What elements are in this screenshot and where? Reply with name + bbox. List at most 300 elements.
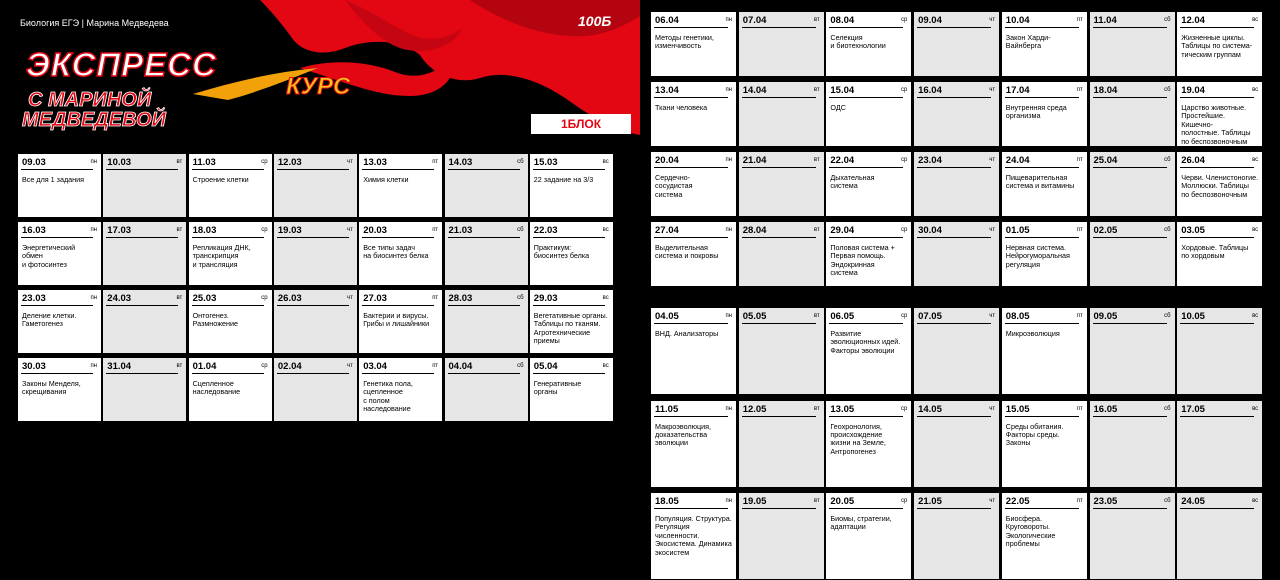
day-cell <box>913 400 1000 488</box>
weekday-label: чт <box>989 405 996 412</box>
day-date: 02.04 <box>277 361 302 372</box>
weekday-label: сб <box>1164 17 1171 23</box>
date-underline <box>1093 508 1167 509</box>
weekday-label: ср <box>261 227 268 233</box>
date-underline <box>742 167 816 168</box>
weekday-label: вс <box>1252 313 1259 319</box>
day-topic: Развитие эволюционных идей. Факторы эволюции <box>830 329 901 355</box>
day-topic: Химия клетки <box>363 175 409 184</box>
day-cell <box>17 221 102 286</box>
day-date: 10.05 <box>1181 311 1205 322</box>
day-topic: Практикум: биосинтез белка <box>533 243 590 261</box>
weekday-label: пн <box>725 157 732 163</box>
day-date: 20.05 <box>830 496 855 507</box>
day-topic: Популяция. Структура. Регуляция численности. Экосистема. Динамика экосистем <box>655 514 732 557</box>
weekday-label: чт <box>347 363 353 369</box>
left-page <box>0 0 640 559</box>
date-underline <box>742 27 816 28</box>
date-underline <box>1180 416 1254 417</box>
date-underline <box>917 27 991 28</box>
weekday-label: пн <box>725 405 732 412</box>
day-date: 14.04 <box>742 85 767 96</box>
weekday-label: пт <box>1076 157 1083 163</box>
course-subtitle: Биология ЕГЭ | Марина Медведева <box>20 18 169 28</box>
day-cell <box>650 400 737 488</box>
day-cell <box>102 153 187 218</box>
date-underline <box>829 27 903 28</box>
day-date: 24.03 <box>107 293 132 304</box>
day-cell <box>102 221 187 286</box>
weekday-label: пн <box>725 17 732 23</box>
day-cell <box>650 307 737 395</box>
day-topic: Законы Менделя, скрещивания <box>22 379 81 397</box>
day-date: 28.04 <box>742 225 767 236</box>
day-topic: Все типы задач на биосинтез белка <box>363 243 429 261</box>
day-cell <box>738 81 825 147</box>
weekday-label: ср <box>261 159 268 165</box>
day-topic: 22 задание на 3/3 <box>533 175 594 184</box>
day-date: 20.04 <box>655 155 679 166</box>
day-cell <box>102 289 187 354</box>
day-date: 30.03 <box>22 361 46 372</box>
day-cell <box>1089 81 1176 147</box>
weekday-label: пт <box>1076 313 1083 319</box>
day-date: 15.03 <box>533 157 558 168</box>
weekday-label: вс <box>1252 17 1259 23</box>
date-underline <box>917 237 991 238</box>
day-date: 01.05 <box>1005 225 1030 236</box>
date-underline <box>448 373 520 374</box>
date-underline <box>1180 167 1254 168</box>
logo-line1-text: С МАРИНОЙ <box>28 89 152 111</box>
day-date: 03.04 <box>363 361 387 372</box>
day-cell <box>273 289 358 354</box>
day-cell <box>1001 81 1088 147</box>
date-underline <box>1093 416 1167 417</box>
day-topic: Внутренняя среда организма <box>1005 103 1067 121</box>
day-cell <box>913 307 1000 395</box>
day-date: 15.04 <box>830 85 855 96</box>
weekday-label: пт <box>432 159 439 165</box>
day-cell <box>444 357 529 422</box>
day-date: 11.04 <box>1093 15 1117 26</box>
date-underline <box>277 373 349 374</box>
date-underline <box>1180 237 1254 238</box>
weekday-label: чт <box>989 227 996 233</box>
weekday-label: вс <box>1252 405 1259 412</box>
date-underline <box>192 373 264 374</box>
day-topic: Сцепленное наследование <box>192 379 241 397</box>
date-underline <box>362 305 434 306</box>
weekday-label: ср <box>261 363 268 369</box>
day-cell <box>825 492 912 580</box>
day-topic: Дыхательная система <box>830 173 875 191</box>
weekday-label: ср <box>901 17 908 23</box>
day-date: 17.03 <box>107 225 132 236</box>
date-underline <box>654 323 728 324</box>
weekday-label: пн <box>90 159 97 165</box>
day-cell <box>1001 221 1088 287</box>
day-topic: Половая система + Первая помощь. Эндокринная система <box>830 243 895 278</box>
weekday-label: пн <box>90 295 97 301</box>
day-cell <box>738 492 825 580</box>
day-date: 18.05 <box>655 496 679 507</box>
weekday-label: вт <box>176 363 183 369</box>
day-date: 06.04 <box>655 15 679 26</box>
day-cell <box>1176 400 1263 488</box>
weekday-label: сб <box>1164 157 1171 163</box>
day-date: 04.05 <box>655 311 679 322</box>
day-date: 28.03 <box>448 293 473 304</box>
day-cell <box>1176 307 1263 395</box>
date-underline <box>742 508 816 509</box>
day-topic: Генеративные органы <box>533 379 582 397</box>
day-date: 16.05 <box>1093 403 1118 415</box>
day-topic: Царство животные. Простейшие. Кишечно- полостные. Таблицы по беспозвоночным <box>1181 103 1251 146</box>
day-date: 14.03 <box>448 157 473 168</box>
day-date: 17.05 <box>1181 403 1205 415</box>
date-underline <box>192 169 264 170</box>
day-cell <box>825 11 912 77</box>
day-date: 20.03 <box>363 225 387 236</box>
day-cell <box>1089 221 1176 287</box>
weekday-label: пн <box>725 227 732 233</box>
date-underline <box>21 373 93 374</box>
weekday-label: сб <box>1164 227 1171 233</box>
weekday-label: пн <box>725 498 732 504</box>
day-date: 27.04 <box>655 225 679 236</box>
day-cell <box>17 153 102 218</box>
weekday-label: ср <box>901 87 908 93</box>
day-topic: Энергетический обмен и фотосинтез <box>22 243 76 269</box>
day-date: 05.04 <box>533 361 558 372</box>
date-underline <box>533 237 605 238</box>
weekday-label: вт <box>813 157 820 163</box>
day-date: 22.05 <box>1005 496 1030 507</box>
day-date: 16.03 <box>22 225 46 236</box>
weekday-label: вс <box>602 227 609 233</box>
day-date: 21.04 <box>742 155 767 166</box>
date-underline <box>654 508 728 509</box>
weekday-label: сб <box>1164 313 1171 319</box>
day-date: 22.04 <box>830 155 855 166</box>
date-underline <box>1005 27 1079 28</box>
day-cell <box>273 221 358 286</box>
date-underline <box>654 416 728 417</box>
day-cell <box>358 357 443 422</box>
day-cell <box>738 307 825 395</box>
weekday-label: пн <box>725 87 732 93</box>
weekday-label: чт <box>989 157 996 163</box>
date-underline <box>917 416 991 417</box>
day-topic: Микроэволюция <box>1005 329 1060 338</box>
day-cell <box>650 151 737 217</box>
day-date: 17.04 <box>1005 85 1030 96</box>
weekday-label: вт <box>813 87 820 93</box>
day-topic: Методы генетики, изменчивость <box>655 33 714 51</box>
day-cell <box>1001 400 1088 488</box>
weekday-label: сб <box>1164 498 1171 504</box>
date-underline <box>1180 97 1254 98</box>
date-underline <box>1093 27 1167 28</box>
date-underline <box>917 167 991 168</box>
date-underline <box>742 237 816 238</box>
day-cell <box>1001 11 1088 77</box>
day-cell <box>1089 307 1176 395</box>
weekday-label: пт <box>432 295 439 301</box>
day-date: 09.03 <box>22 157 46 168</box>
weekday-label: сб <box>517 159 524 165</box>
weekday-label: вс <box>602 295 609 301</box>
day-cell <box>17 357 102 422</box>
day-topic: Нервная система. Нейрогуморальная регуляция <box>1005 243 1070 269</box>
date-underline <box>1005 167 1079 168</box>
date-underline <box>21 169 93 170</box>
weekday-label: вс <box>1252 227 1259 233</box>
day-cell <box>188 153 273 218</box>
day-cell <box>1176 221 1263 287</box>
day-cell <box>738 400 825 488</box>
date-underline <box>1180 27 1254 28</box>
day-topic: Биосфера. Круговороты. Экологические проблемы <box>1005 514 1056 549</box>
day-cell <box>913 11 1000 77</box>
day-date: 13.03 <box>363 157 387 168</box>
date-underline <box>917 97 991 98</box>
day-date: 18.03 <box>192 225 217 236</box>
day-cell <box>650 81 737 147</box>
day-topic: Геохронология, происхождение жизни на Земле, Антропогенез <box>830 421 886 456</box>
date-underline <box>917 323 991 324</box>
day-date: 29.04 <box>830 225 855 236</box>
day-cell <box>825 81 912 147</box>
day-cell <box>1176 151 1263 217</box>
weekday-label: вс <box>1252 498 1259 504</box>
date-underline <box>1180 508 1254 509</box>
day-cell <box>358 153 443 218</box>
date-underline <box>21 237 93 238</box>
day-cell <box>1176 11 1263 77</box>
weekday-label: сб <box>517 295 524 301</box>
weekday-label: пн <box>90 227 97 233</box>
weekday-label: вс <box>602 159 609 165</box>
weekday-label: сб <box>1164 405 1171 412</box>
weekday-label: чт <box>347 295 353 301</box>
day-cell <box>444 289 529 354</box>
day-date: 25.03 <box>192 293 217 304</box>
date-underline <box>1005 508 1079 509</box>
block-badge: 1БЛОК <box>531 114 631 134</box>
weekday-label: чт <box>989 498 996 504</box>
day-date: 27.03 <box>363 293 387 304</box>
weekday-label: вс <box>1252 157 1259 163</box>
date-underline <box>362 169 434 170</box>
day-cell <box>1001 307 1088 395</box>
day-date: 24.05 <box>1181 496 1205 507</box>
day-date: 21.05 <box>918 496 942 507</box>
weekday-label: вт <box>813 313 820 319</box>
day-date: 08.05 <box>1005 311 1030 322</box>
day-topic: Среды обитания. Факторы среды. Законы <box>1005 421 1064 448</box>
weekday-label: вт <box>176 295 183 301</box>
day-cell <box>1001 151 1088 217</box>
day-cell <box>825 151 912 217</box>
weekday-label: пт <box>432 363 439 369</box>
day-topic: Пищеварительная система и витамины <box>1005 173 1075 191</box>
day-cell <box>650 492 737 580</box>
day-date: 07.04 <box>742 15 767 26</box>
weekday-label: пт <box>1076 17 1083 23</box>
date-underline <box>1180 323 1254 324</box>
day-date: 19.04 <box>1181 85 1205 96</box>
day-cell <box>1089 492 1176 580</box>
day-date: 08.04 <box>830 15 855 26</box>
day-topic: Все для 1 задания <box>22 175 85 184</box>
day-date: 23.03 <box>22 293 46 304</box>
day-cell <box>825 307 912 395</box>
day-cell <box>529 289 614 354</box>
date-underline <box>742 97 816 98</box>
day-date: 12.04 <box>1181 15 1205 26</box>
day-topic: Деление клетки. Гаметогенез <box>22 311 77 329</box>
weekday-label: вт <box>813 17 820 23</box>
weekday-label: пт <box>1076 498 1083 504</box>
weekday-label: ср <box>901 313 908 319</box>
date-underline <box>192 237 264 238</box>
weekday-label: чт <box>347 227 353 233</box>
date-underline <box>654 27 728 28</box>
day-topic: Генетика пола, сцепленное с полом наследование <box>363 379 413 414</box>
day-date: 26.04 <box>1181 155 1205 166</box>
day-date: 06.05 <box>830 311 855 322</box>
day-date: 24.04 <box>1005 155 1030 166</box>
day-cell <box>913 492 1000 580</box>
date-underline <box>742 416 816 417</box>
day-topic: ОДС <box>830 103 846 112</box>
day-cell <box>1089 400 1176 488</box>
weekday-label: вт <box>813 498 820 504</box>
date-underline <box>1093 97 1167 98</box>
weekday-label: вт <box>176 159 183 165</box>
day-cell <box>188 357 273 422</box>
day-cell <box>913 151 1000 217</box>
right-page <box>640 0 1280 559</box>
date-underline <box>106 305 178 306</box>
day-date: 01.04 <box>192 361 217 372</box>
day-date: 10.04 <box>1005 15 1030 26</box>
day-date: 15.05 <box>1005 403 1030 415</box>
day-topic: Ткани человека <box>655 103 708 112</box>
day-date: 13.05 <box>830 403 855 415</box>
day-date: 12.05 <box>742 403 767 415</box>
day-date: 03.05 <box>1181 225 1205 236</box>
weekday-label: сб <box>517 227 524 233</box>
day-cell <box>444 221 529 286</box>
date-underline <box>1093 167 1167 168</box>
day-date: 29.03 <box>533 293 558 304</box>
weekday-label: сб <box>517 363 524 369</box>
day-date: 13.04 <box>655 85 679 96</box>
date-underline <box>829 97 903 98</box>
day-date: 09.05 <box>1093 311 1118 322</box>
day-topic: Селекция и биотехнологии <box>830 33 886 51</box>
day-topic: ВНД. Анализаторы <box>655 329 719 338</box>
weekday-label: пт <box>1076 227 1083 233</box>
day-topic: Макроэволюция, доказательства эволюции <box>655 421 712 448</box>
day-topic: Биомы, стратегии, адаптации <box>830 514 892 532</box>
day-date: 18.04 <box>1093 85 1118 96</box>
day-cell <box>529 357 614 422</box>
day-cell <box>358 289 443 354</box>
day-date: 26.03 <box>277 293 302 304</box>
weekday-label: вс <box>1252 87 1259 93</box>
date-underline <box>654 167 728 168</box>
date-underline <box>1005 323 1079 324</box>
day-cell <box>738 11 825 77</box>
day-topic: Онтогенез. Размножение <box>192 311 238 329</box>
day-date: 31.04 <box>107 361 132 372</box>
day-topic: Закон Харди- Вайнберга <box>1005 33 1051 51</box>
weekday-label: ср <box>901 498 908 504</box>
day-date: 12.03 <box>277 157 302 168</box>
day-cell <box>913 81 1000 147</box>
date-underline <box>1005 237 1079 238</box>
day-topic: Вегетативные органы. Таблицы по тканям. Агротехнические приемы <box>533 311 608 346</box>
day-cell <box>188 289 273 354</box>
day-cell <box>529 221 614 286</box>
day-cell <box>102 357 187 422</box>
day-date: 21.03 <box>448 225 473 236</box>
day-cell <box>444 153 529 218</box>
day-date: 10.03 <box>107 157 132 168</box>
day-topic: Хордовые. Таблицы по хордовым <box>1181 243 1249 261</box>
day-cell <box>1089 11 1176 77</box>
date-underline <box>192 305 264 306</box>
date-underline <box>448 237 520 238</box>
weekday-label: сб <box>1164 87 1171 93</box>
day-topic: Строение клетки <box>192 175 249 184</box>
day-date: 22.03 <box>533 225 558 236</box>
date-underline <box>362 237 434 238</box>
day-cell <box>825 400 912 488</box>
day-cell <box>1176 492 1263 580</box>
date-underline <box>277 305 349 306</box>
date-underline <box>1093 237 1167 238</box>
date-underline <box>106 237 178 238</box>
date-underline <box>1005 97 1079 98</box>
date-underline <box>829 323 903 324</box>
day-date: 04.04 <box>448 361 473 372</box>
day-date: 19.05 <box>742 496 767 507</box>
date-underline <box>1093 323 1167 324</box>
date-underline <box>448 305 520 306</box>
day-cell <box>17 289 102 354</box>
weekday-label: ср <box>901 157 908 163</box>
weekday-label: вт <box>813 227 820 233</box>
day-cell <box>825 221 912 287</box>
weekday-label: вт <box>813 405 820 412</box>
weekday-label: чт <box>989 17 996 23</box>
date-underline <box>654 237 728 238</box>
day-topic: Репликация ДНК, транскрипция и трансляция <box>192 243 251 269</box>
day-cell <box>1089 151 1176 217</box>
day-cell <box>358 221 443 286</box>
day-date: 14.05 <box>918 403 942 415</box>
day-cell <box>1001 492 1088 580</box>
weekday-label: чт <box>989 313 996 319</box>
weekday-label: ср <box>901 405 908 412</box>
day-cell <box>273 357 358 422</box>
day-cell <box>1176 81 1263 147</box>
